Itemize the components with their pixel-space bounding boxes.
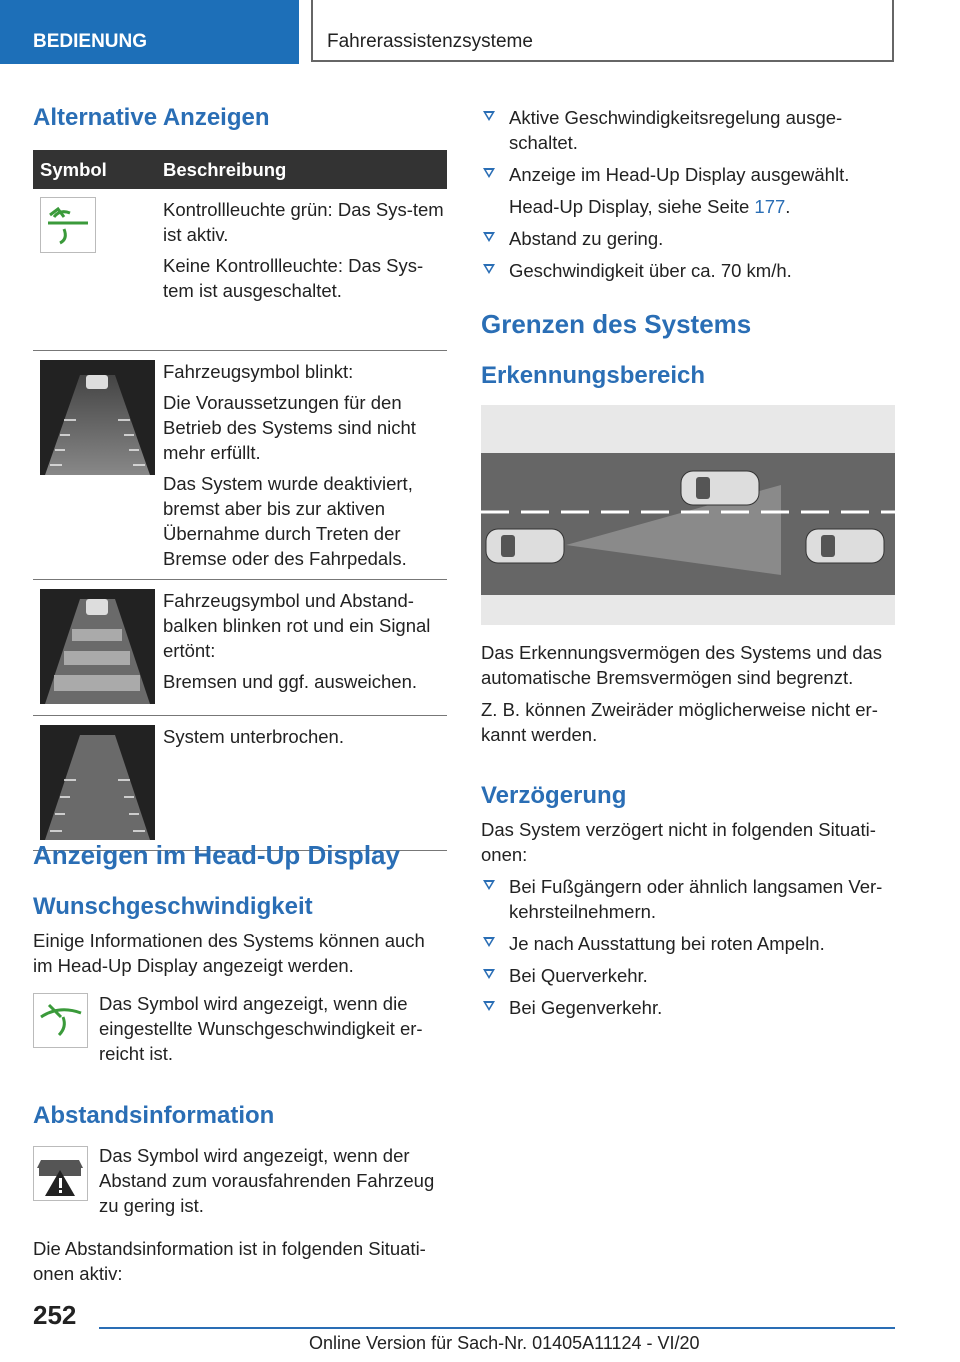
hud-intro-text: Einige Informationen des Systems können auch im Head-Up Display angezeigt werden. [33,930,425,976]
distance-text: Das Symbol wird angezeigt, wenn der Abstand zum vorausfahrenden Fahrzeug zu gering ist. [99,1145,435,1216]
green-cruise-indicator-icon [40,197,96,253]
bullet-triangle-icon [483,264,495,274]
distance-warning-icon [33,1146,88,1201]
chapter-label: Fahrerassistenzsysteme [327,31,533,52]
range-text-2: Z. B. können Zweiräder möglicherweise nicht er-kannt werden. [481,699,878,745]
system-interrupted-display-icon [40,725,155,840]
row2-text-a: Fahrzeugsymbol blinkt: [163,360,354,382]
list-item: Je nach Ausstattung bei roten Ampeln. [481,931,895,956]
list-item: Anzeige im Head-Up Display ausgewählt. [481,162,895,187]
symbol-table [33,150,447,851]
row3-text-a: Fahrzeugsymbol und Abstand-balken blinken rot und ein Signal ertönt: [163,589,431,661]
page-number: 252 [33,1300,77,1330]
list-item: Geschwindigkeit über ca. 70 km/h. [481,258,895,283]
bullet-triangle-icon [483,969,495,979]
delay-subheading: Verzögerung [481,782,627,809]
bullet-triangle-icon [483,937,495,947]
vehicle-distance-display-icon [40,360,155,475]
active-conditions-list [481,105,895,194]
section-label: BEDIENUNG [33,31,148,52]
speed-reached-icon [33,993,88,1048]
bullet-triangle-icon [483,168,495,178]
active-situations-text: Die Abstandsinformation ist in folgenden Situati-onen aktiv: [33,1238,426,1284]
col-description-header: Beschreibung [156,150,447,189]
speed-subheading: Wunschgeschwindigkeit [33,893,313,920]
detection-range-illustration [481,405,895,625]
limits-heading: Grenzen des Systems [481,309,752,339]
list-item: Bei Querverkehr. [481,963,895,988]
row1-text-b: Keine Kontrollleuchte: Das Sys-tem ist ausgeschaltet. [163,255,424,301]
vehicle-warning-display-icon [40,589,155,704]
hud-heading: Anzeigen im Head-Up Display [33,840,400,870]
footer-version: Online Version für Sach-Nr. 01405A11124 - VI/20 [309,1333,700,1353]
table-row [33,350,447,579]
footer-divider [99,1327,895,1329]
list-item: Abstand zu gering. [481,226,895,251]
distance-subheading: Abstandsinformation [33,1102,275,1129]
list-item: Bei Gegenverkehr. [481,995,895,1020]
row2-text-c: Das System wurde deaktiviert, bremst aber bis zur aktiven Übernahme durch Treten der Bremse oder des Fahrpedals. [163,472,413,569]
range-text-1: Das Erkennungsvermögen des Systems und das automatische Bremsvermögen sind begrenzt. [481,642,883,688]
list-item: Bei Fußgängern oder ähnlich langsamen Ver-kehrsteilnehmern. [481,874,895,924]
delay-situations-list [481,874,895,1027]
range-subheading: Erkennungsbereich [481,362,706,389]
row1-text-a: Kontrollleuchte grün: Das Sys-tem ist aktiv. [163,199,444,245]
table-row [33,189,447,350]
alt-display-heading: Alternative Anzeigen [33,104,270,131]
speed-text: Das Symbol wird angezeigt, wenn die eingestellte Wunschgeschwindigkeit er-reicht ist. [99,993,423,1064]
hud-page-reference: Head-Up Display, siehe Seite 177. [509,196,791,217]
section-tab [0,0,299,64]
row2-text-b: Die Voraussetzungen für den Betrieb des Systems sind nicht mehr erfüllt. [163,391,416,463]
bullet-triangle-icon [483,880,495,890]
table-row [33,579,447,715]
table-row [33,715,447,850]
list-item: Aktive Geschwindigkeitsregelung ausge-schaltet. [481,105,895,155]
col-symbol-header: Symbol [33,150,156,189]
chapter-tab [311,0,894,62]
bullet-triangle-icon [483,1001,495,1011]
row4-text: System unterbrochen. [163,725,344,747]
delay-text: Das System verzögert nicht in folgenden Situati-onen: [481,819,876,865]
page-link[interactable]: 177 [754,196,786,217]
bullet-triangle-icon [483,111,495,121]
active-conditions-list-2 [481,226,895,290]
row3-text-b: Bremsen und ggf. ausweichen. [163,670,418,692]
bullet-triangle-icon [483,232,495,242]
